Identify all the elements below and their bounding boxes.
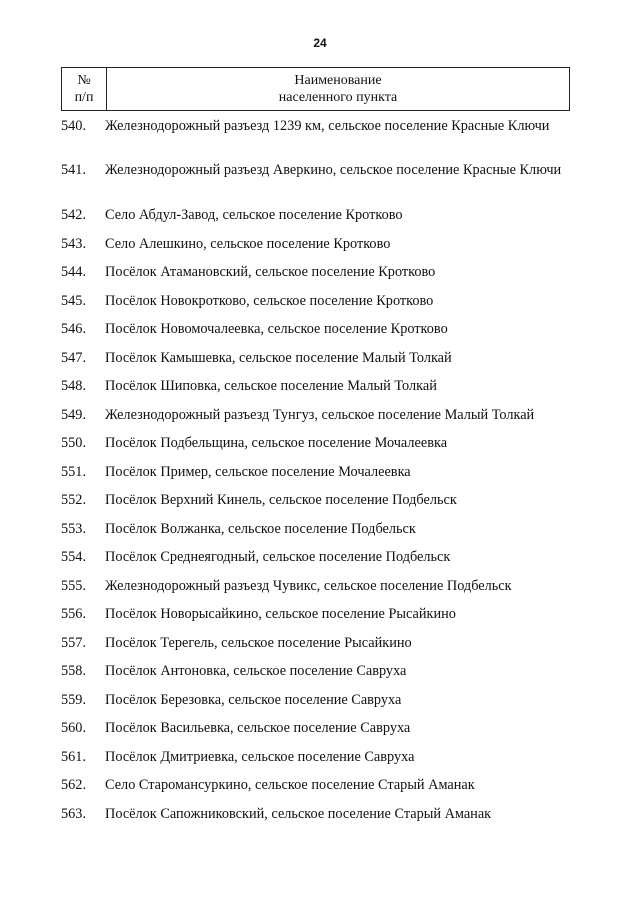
page-number: 24: [313, 36, 327, 50]
list-item: [0, 605, 640, 634]
item-number: 549.: [61, 406, 87, 423]
item-number: 546.: [61, 321, 87, 337]
list-item: [0, 117, 640, 161]
item-text: Посёлок Атамановский, сельское поселение Кротково: [105, 264, 436, 280]
list-item: [0, 463, 640, 492]
list-item: [0, 406, 640, 435]
list-item: [0, 161, 640, 206]
item-text: Железнодорожный разъезд Тунгуз, сельское поселение Малый Толкай: [105, 406, 535, 423]
item-number: 559.: [61, 691, 87, 708]
item-number: 554.: [61, 549, 87, 565]
item-text: Посёлок Васильевка, сельское поселение Савруха: [105, 720, 411, 736]
list-item: [0, 434, 640, 463]
item-number: 557.: [61, 634, 87, 651]
item-number: 553.: [61, 520, 87, 537]
list-item: [0, 748, 640, 777]
header-name-column: [107, 68, 569, 110]
item-text: Посёлок Новомочалеевка, сельское поселение Кротково: [105, 321, 448, 337]
item-text: Железнодорожный разъезд 1239 км, сельское поселение Красные Ключи: [105, 118, 550, 134]
list-item: [0, 691, 640, 720]
item-number: 540.: [61, 118, 87, 134]
header-number-symbol: №: [77, 73, 91, 88]
item-number: 556.: [61, 606, 87, 622]
item-text: Посёлок Терегель, сельское поселение Рысайкино: [105, 634, 412, 651]
list-item: [0, 805, 640, 834]
table-header: [61, 67, 570, 111]
item-text: Железнодорожный разъезд Чувикс, сельское поселение Подбельск: [105, 577, 512, 594]
item-number: 563.: [61, 805, 87, 822]
item-number: 555.: [61, 577, 87, 594]
list-item: [0, 263, 640, 292]
list-item: [0, 548, 640, 577]
list-item: [0, 577, 640, 606]
header-name-line1: Наименование: [294, 73, 382, 88]
item-text: Посёлок Верхний Кинель, сельское поселение Подбельск: [105, 492, 457, 508]
item-text: Посёлок Среднеягодный, сельское поселение Подбельск: [105, 549, 451, 565]
item-text: Посёлок Камышевка, сельское поселение Малый Толкай: [105, 349, 452, 366]
item-text: Посёлок Подбельщина, сельское поселение Мочалеевка: [105, 435, 448, 451]
item-number: 543.: [61, 235, 87, 252]
header-number-column: [62, 68, 107, 110]
item-text: Посёлок Дмитриевка, сельское поселение Савруха: [105, 748, 415, 765]
item-text: Село Алешкино, сельское поселение Кротково: [105, 235, 391, 252]
list-item: [0, 292, 640, 321]
list-item: [0, 520, 640, 549]
list-item: [0, 776, 640, 805]
item-number: 542.: [61, 207, 87, 223]
list-item: [0, 349, 640, 378]
item-number: 544.: [61, 264, 87, 280]
item-number: 541.: [61, 162, 87, 178]
item-number: 547.: [61, 349, 87, 366]
item-text: Посёлок Березовка, сельское поселение Савруха: [105, 691, 402, 708]
header-number-abbrev: п/п: [74, 90, 94, 105]
item-number: 550.: [61, 435, 87, 451]
list-item: [0, 491, 640, 520]
item-text: Посёлок Новокротково, сельское поселение Кротково: [105, 292, 434, 309]
item-text: Посёлок Сапожниковский, сельское поселение Старый Аманак: [105, 805, 492, 822]
list-item: [0, 634, 640, 663]
list-item: [0, 235, 640, 264]
item-text: Посёлок Шиповка, сельское поселение Малый Толкай: [105, 378, 437, 394]
item-text: Посёлок Новорысайкино, сельское поселение Рысайкино: [105, 606, 456, 622]
item-text: Посёлок Волжанка, сельское поселение Подбельск: [105, 520, 416, 537]
list-item: [0, 377, 640, 406]
settlement-list: [0, 117, 640, 833]
item-text: Село Абдул-Завод, сельское поселение Кротково: [105, 207, 403, 223]
list-item: [0, 719, 640, 748]
item-number: 562.: [61, 777, 87, 793]
item-number: 545.: [61, 292, 87, 309]
list-item: [0, 320, 640, 349]
list-item: [0, 206, 640, 235]
item-number: 561.: [61, 748, 87, 765]
item-text: Посёлок Антоновка, сельское поселение Савруха: [105, 663, 407, 679]
item-number: 560.: [61, 720, 87, 736]
item-text: Железнодорожный разъезд Аверкино, сельское поселение Красные Ключи: [105, 162, 562, 178]
item-number: 552.: [61, 492, 87, 508]
item-number: 548.: [61, 378, 87, 394]
list-item: [0, 662, 640, 691]
header-name-line2: населенного пункта: [278, 90, 398, 105]
item-number: 551.: [61, 463, 87, 480]
item-text: Село Старомансуркино, сельское поселение Старый Аманак: [105, 777, 475, 793]
item-text: Посёлок Пример, сельское поселение Мочалеевка: [105, 463, 411, 480]
item-number: 558.: [61, 663, 87, 679]
